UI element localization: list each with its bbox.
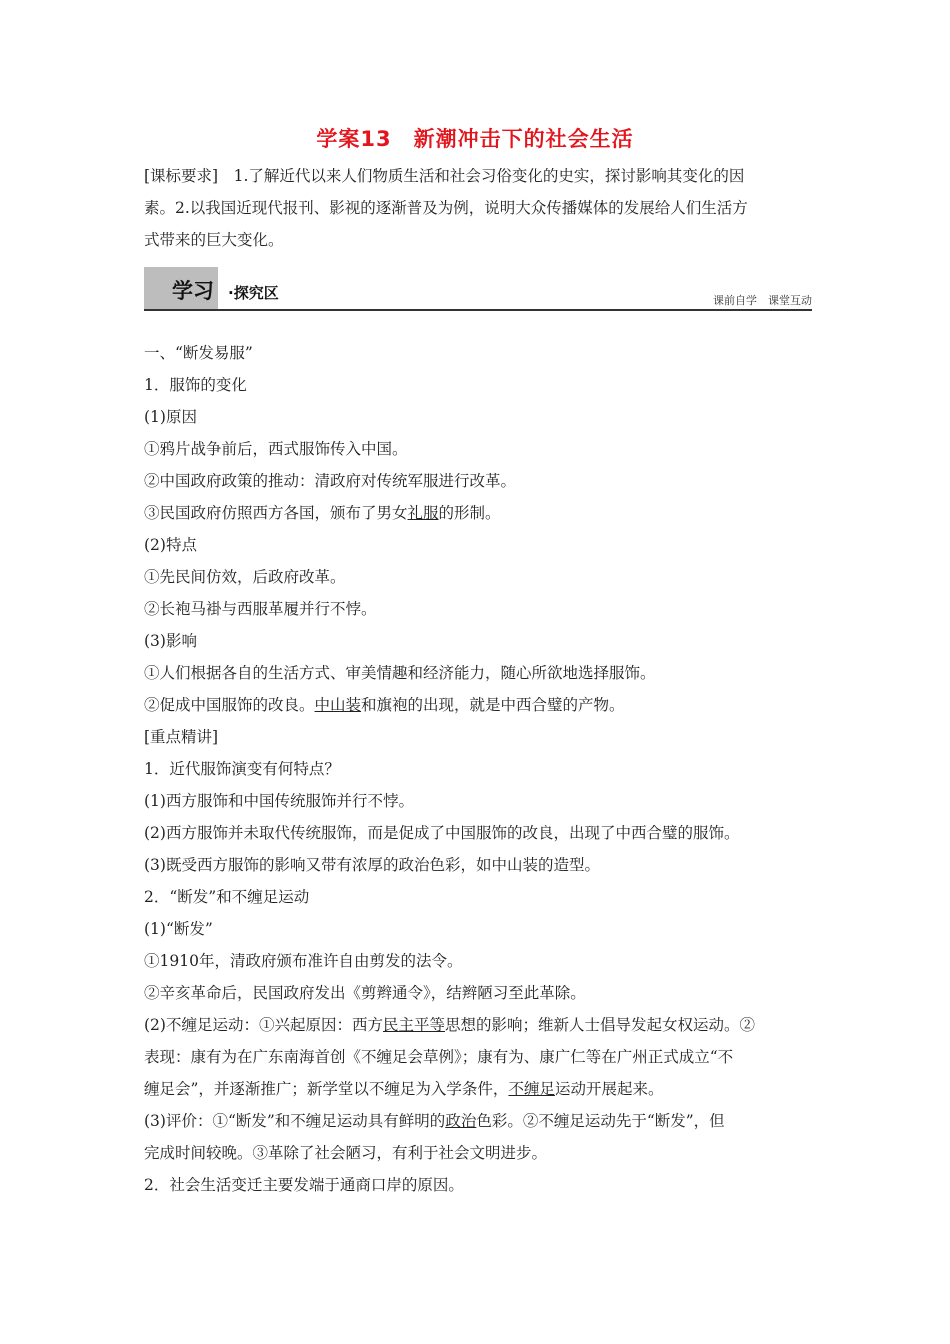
text-span: 缠足会”，并逐渐推广；新学堂以不缠足为入学条件， — [144, 1080, 509, 1098]
underlined-term: 政治 — [445, 1112, 477, 1130]
text-line: ①1910年，清政府颁布准许自由剪发的法令。 — [144, 952, 463, 970]
banner-sub-label: ·探究区 — [228, 284, 279, 302]
text-line: ②中国政府政策的推动：清政府对传统军服进行改革。 — [144, 472, 517, 490]
underlined-term: 礼服 — [407, 504, 439, 522]
subheading: 1．服饰的变化 — [144, 376, 247, 394]
text-span: 的形制。 — [438, 504, 501, 522]
text-line: (2)西方服饰并未取代传统服饰，而是促成了中国服饰的改良，出现了中西合璧的服饰。 — [144, 824, 740, 842]
text-line: [重点精讲] — [144, 728, 219, 746]
text-line: 1．近代服饰演变有何特点？ — [144, 760, 340, 778]
text-span: (2)不缠足运动：①兴起原因：西方 — [144, 1016, 383, 1034]
text-line — [144, 689, 809, 721]
text-line: (1)西方服饰和中国传统服饰并行不悖。 — [144, 792, 414, 810]
text-line: 表现：康有为在广东南海首创《不缠足会草例》；康有为、康广仁等在广州正式成立“不 — [144, 1048, 734, 1066]
text-line: ②辛亥革命后，民国政府发出《剪辫通令》，结辫陋习至此革除。 — [144, 984, 586, 1002]
requirements-line: [课标要求] 1.了解近代以来人们物质生活和社会习俗变化的史实，探讨影响其变化的因 — [144, 167, 745, 185]
section-heading: 一、“断发易服” — [144, 344, 253, 362]
banner-divider — [144, 309, 812, 311]
underlined-term: 中山装 — [314, 696, 362, 714]
text-line — [144, 1009, 809, 1041]
text-line: (3)既受西方服饰的影响又带有浓厚的政治色彩，如中山装的造型。 — [144, 856, 600, 874]
main-content — [144, 337, 809, 1201]
text-line: 完成时间较晚。③革除了社会陋习，有利于社会文明进步。 — [144, 1144, 548, 1162]
page-title: 学案13 新潮冲击下的社会生活 — [316, 127, 634, 151]
requirements-line: 素。2.以我国近现代报刊、影视的逐渐普及为例，说明大众传播媒体的发展给人们生活方 — [144, 199, 748, 217]
text-line: (1)原因 — [144, 408, 197, 426]
banner-right-label: 课前自学 课堂互动 — [713, 294, 812, 307]
text-line: (2)特点 — [144, 536, 197, 554]
banner-main-label: 学习 — [172, 279, 214, 303]
text-span: ③民国政府仿照西方各国，颁布了男女 — [144, 504, 408, 522]
text-line: ①鸦片战争前后，西式服饰传入中国。 — [144, 440, 408, 458]
text-line: (1)“断发” — [144, 920, 213, 938]
underlined-term: 不缠足 — [508, 1080, 555, 1098]
text-span: 色彩。②不缠足运动先于“断发”，但 — [476, 1112, 725, 1130]
text-line — [144, 1105, 809, 1137]
text-line: 2．“断发”和不缠足运动 — [144, 888, 310, 906]
text-line: (3)影响 — [144, 632, 197, 650]
curriculum-requirements — [144, 160, 809, 256]
text-line: ②长袍马褂与西服革履并行不悖。 — [144, 600, 377, 618]
underlined-term: 民主平等 — [382, 1016, 445, 1034]
text-span: 思想的影响；维新人士倡导发起女权运动。② — [444, 1016, 755, 1034]
text-line — [144, 497, 809, 529]
text-line: ①人们根据各自的生活方式、审美情趣和经济能力，随心所欲地选择服饰。 — [144, 664, 656, 682]
text-line: 2．社会生活变迁主要发端于通商口岸的原因。 — [144, 1176, 464, 1194]
text-line — [144, 1073, 809, 1105]
text-span: 运动开展起来。 — [554, 1080, 664, 1098]
requirements-line: 式带来的巨大变化。 — [144, 231, 284, 249]
text-span: 和旗袍的出现，就是中西合璧的产物。 — [361, 696, 625, 714]
text-line: ①先民间仿效，后政府改革。 — [144, 568, 346, 586]
section-banner — [144, 267, 812, 311]
text-span: (3)评价：①“断发”和不缠足运动具有鲜明的 — [144, 1112, 446, 1130]
text-span: ②促成中国服饰的改良。 — [144, 696, 315, 714]
